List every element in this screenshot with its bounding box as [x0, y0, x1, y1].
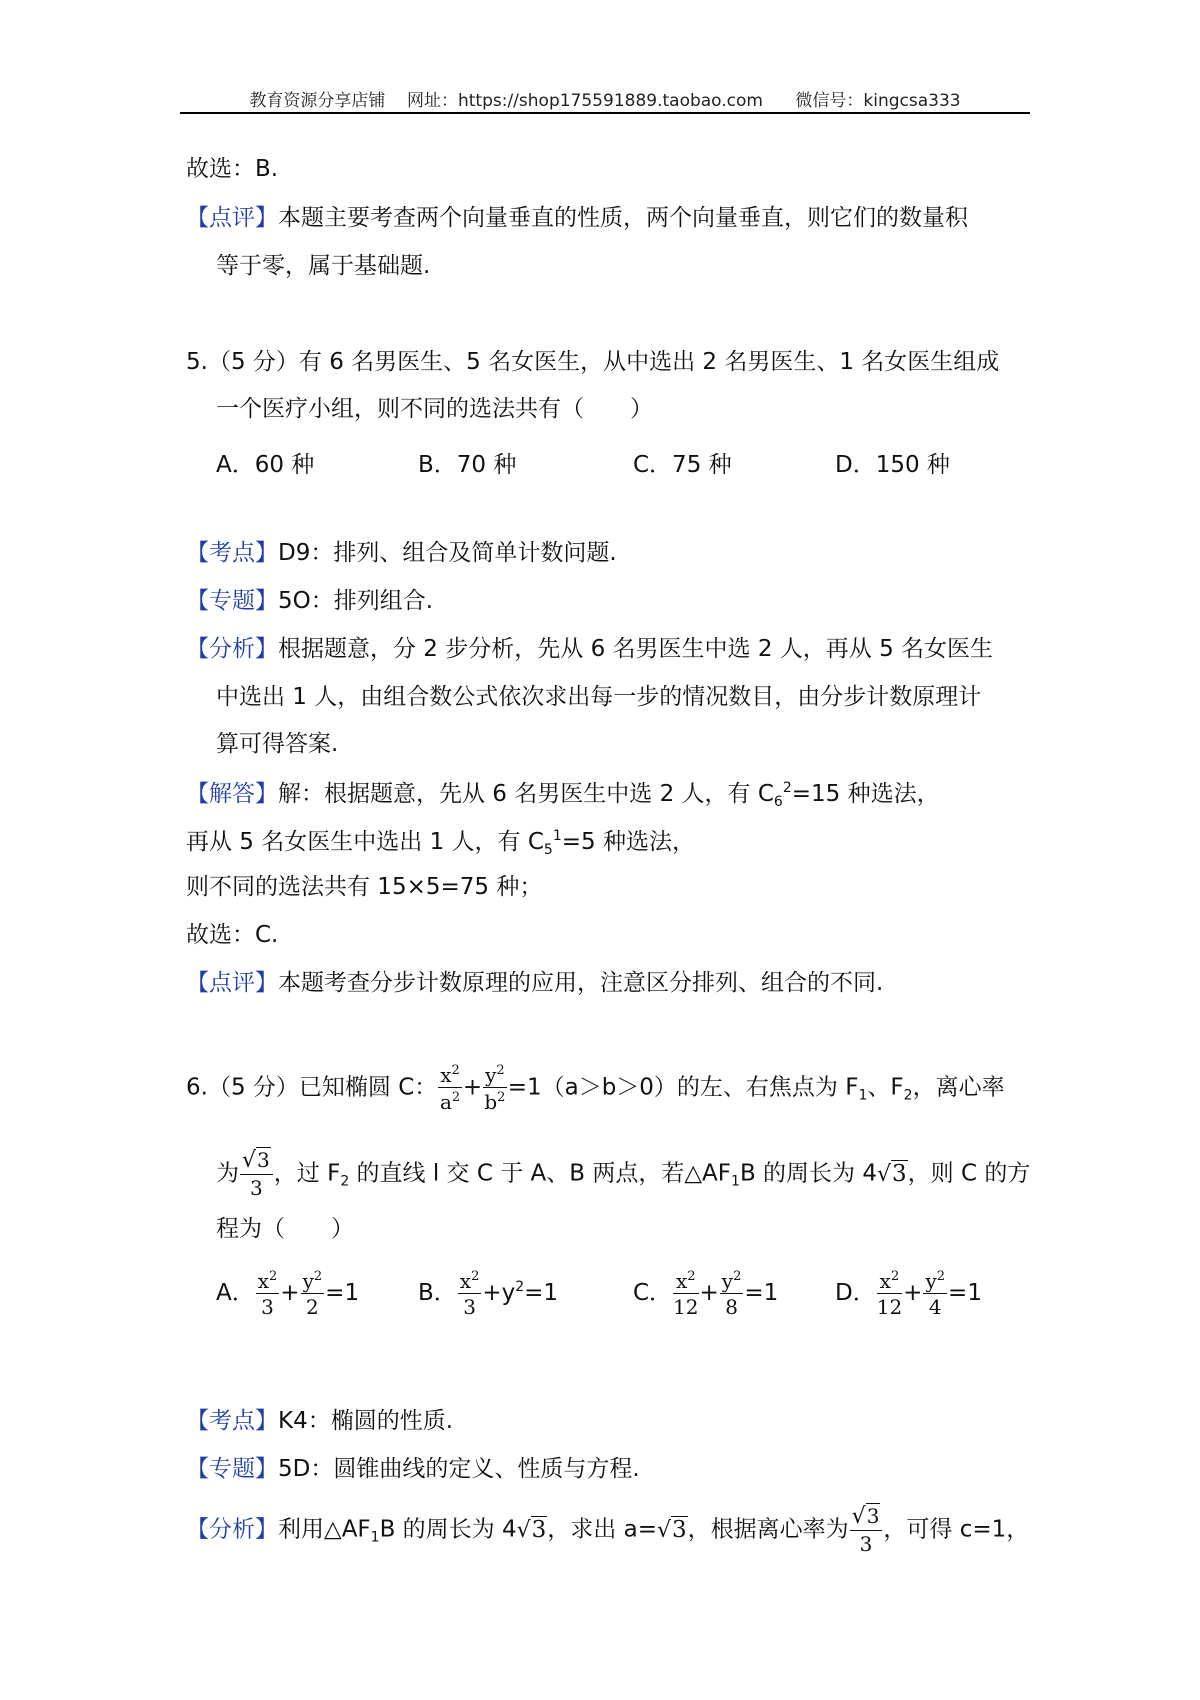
jieda-tag: 【解答】	[186, 781, 278, 807]
var: y	[485, 1063, 497, 1087]
fraction: $\frac{x^2}{3}$	[257, 1269, 278, 1319]
fenxi-tag: 【分析】	[186, 1516, 278, 1543]
q6-text: 利用△AF	[278, 1516, 371, 1543]
comb-sub: 5	[543, 842, 553, 858]
option-label: D．	[835, 1280, 876, 1306]
q6-text: 、F	[867, 1074, 904, 1101]
q5-kaodian-text: D9：排列、组合及简单计数问题.	[278, 540, 617, 566]
q4-review-line-2: 等于零，属于基础题.	[216, 253, 431, 279]
fraction: $\frac{x^2}{12}$	[673, 1269, 699, 1319]
q5-stem-line-2: 一个医疗小组，则不同的选法共有（ ）	[216, 396, 653, 422]
q5-fenxi-line-2: 中选出 1 人，由组合数公式依次求出每一步的情况数目，由分步计数原理计	[216, 684, 982, 710]
jieda-text: =15 种选法，	[791, 781, 940, 807]
q5-kaodian	[186, 542, 617, 565]
q5-review	[186, 972, 883, 995]
page-header: 教育资源分享店铺 网址：https://shop175591889.taobao.com 微信号：kingcsa333	[249, 91, 961, 111]
var: a	[439, 1090, 452, 1114]
q6-zhuanti-text: 5D：圆锥曲线的定义、性质与方程.	[278, 1456, 640, 1482]
header-rule	[180, 112, 1030, 114]
q4-review-line-1	[186, 207, 968, 230]
kaodian-tag: 【考点】	[186, 1408, 278, 1434]
fraction: $\frac{x^2}{3}$	[459, 1269, 480, 1319]
q6-text: ，根据离心率为	[687, 1516, 849, 1543]
q5-option-c: C．75 种	[633, 452, 732, 478]
plus: +	[462, 1074, 483, 1101]
q6-stem-line-1	[186, 1064, 1005, 1112]
q5-review-text: 本题考查分步计数原理的应用，注意区分排列、组合的不同.	[278, 970, 884, 996]
q6-stem-line-2	[216, 1150, 1030, 1198]
q6-text: ，可得 c=1，	[883, 1516, 1030, 1543]
sqrt-3: √3	[516, 1516, 547, 1543]
q6-text: ，过 F	[273, 1160, 341, 1187]
exp: 2	[451, 1090, 461, 1105]
q5-zhuanti-text: 5O：排列组合.	[278, 588, 434, 614]
option-label: C．	[633, 1280, 673, 1306]
exp: 2	[451, 1063, 460, 1078]
radicand: 3	[892, 1160, 907, 1187]
q6-kaodian	[186, 1410, 453, 1433]
q5-jieda-line-2	[186, 829, 695, 857]
zhuanti-tag: 【专题】	[186, 1456, 278, 1482]
q6-text: B 的周长为 4	[739, 1160, 877, 1187]
q6-option-c: C． $\frac{x^2}{12}$ + $\frac{y^2}{8}$ =1	[633, 1269, 779, 1319]
var: x	[440, 1063, 452, 1087]
q5-fenxi-line-1	[186, 638, 993, 661]
fenxi-tag: 【分析】	[186, 636, 278, 662]
q5-jieda-line-3: 则不同的选法共有 15×5=75 种；	[186, 874, 543, 900]
q6-option-b: B． $\frac{x^2}{3}$ $+y^2=1$	[418, 1269, 559, 1319]
fraction-y2-b2	[483, 1064, 507, 1112]
subscript: 1	[370, 1529, 380, 1546]
q6-option-d: D． $\frac{x^2}{12}$ + $\frac{y^2}{4}$ =1	[835, 1269, 982, 1319]
q5-fenxi-line-3: 算可得答案.	[216, 731, 339, 757]
q4-review-text: 本题主要考查两个向量垂直的性质，两个向量垂直，则它们的数量积	[278, 205, 968, 231]
q6-text: ，求出 a=	[547, 1516, 657, 1543]
q6-option-a: A． $\frac{x^2}{3}$ + $\frac{y^2}{2}$ =1	[216, 1269, 360, 1319]
q6-text: 的直线 l 交 C 于 A、B 两点，若△AF	[349, 1160, 732, 1187]
q5-answer: 故选：C.	[186, 922, 279, 948]
option-label: A．	[216, 1280, 255, 1306]
jieda-text: 再从 5 名女医生中选出 1 人，有 C	[186, 829, 544, 855]
exp: 2	[496, 1063, 505, 1078]
q6-text: B 的周长为 4	[379, 1516, 517, 1543]
denominator: 3	[250, 1176, 263, 1200]
fraction-sqrt3-over-3: $\frac{√3}{3}$	[850, 1506, 883, 1554]
fraction: $\frac{y^2}{4}$	[925, 1269, 946, 1319]
comb-sup: 1	[552, 828, 562, 844]
q6-text: ，离心率	[912, 1074, 1005, 1101]
q5-jieda-line-1	[186, 781, 940, 809]
review-tag: 【点评】	[186, 970, 278, 996]
fraction: $\frac{x^2}{12}$	[876, 1269, 903, 1319]
exp: 2	[497, 1090, 506, 1105]
subscript: 1	[858, 1087, 868, 1104]
q6-text: ，则 C 的方	[907, 1160, 1031, 1187]
jieda-text: 解：根据题意，先从 6 名男医生中选 2 人，有 C	[278, 781, 774, 807]
q5-stem-line-1: 5.（5 分）有 6 名男医生、5 名女医生，从中选出 2 名男医生、1 名女医生组成	[186, 349, 1000, 375]
q5-option-b: B．70 种	[418, 452, 517, 478]
q6-stem-line-3: 程为（ ）	[216, 1216, 354, 1242]
sqrt-icon: √	[877, 1161, 892, 1187]
q6-kaodian-text: K4：椭圆的性质.	[278, 1408, 454, 1434]
q5-option-d: D．150 种	[835, 452, 950, 478]
var: b	[484, 1090, 498, 1114]
sqrt-icon: √	[242, 1148, 257, 1173]
fraction-sqrt3-over-3	[240, 1150, 273, 1198]
q6-zhuanti	[186, 1458, 640, 1481]
radicand: 3	[257, 1148, 270, 1172]
subscript: 2	[340, 1173, 350, 1190]
fraction: $\frac{y^2}{2}$	[302, 1269, 323, 1319]
q6-text: 6.（5 分）已知椭圆 C：	[186, 1074, 438, 1101]
q6-text: 为	[216, 1160, 239, 1187]
q4-answer: 故选：B.	[186, 156, 279, 182]
q5-zhuanti	[186, 590, 433, 613]
q5-fenxi-text: 根据题意，分 2 步分析，先从 6 名男医生中选 2 人，再从 5 名女医生	[278, 636, 994, 662]
fraction-x2-a2	[438, 1064, 462, 1112]
zhuanti-tag: 【专题】	[186, 588, 278, 614]
subscript: 2	[903, 1087, 913, 1104]
q5-option-a: A．60 种	[216, 452, 315, 478]
sqrt-3: √3	[656, 1516, 687, 1543]
kaodian-tag: 【考点】	[186, 540, 278, 566]
q6-text: =1（a＞b＞0）的左、右焦点为 F	[507, 1074, 859, 1101]
jieda-text: =5 种选法，	[561, 829, 695, 855]
q6-fenxi	[186, 1506, 1029, 1554]
comb-sub: 6	[773, 794, 783, 810]
comb-sup: 2	[782, 780, 792, 796]
review-tag: 【点评】	[186, 205, 278, 231]
option-label: B．	[418, 1280, 457, 1306]
subscript: 1	[731, 1173, 740, 1190]
sqrt-3	[877, 1161, 908, 1187]
fraction: $\frac{y^2}{8}$	[721, 1269, 742, 1319]
